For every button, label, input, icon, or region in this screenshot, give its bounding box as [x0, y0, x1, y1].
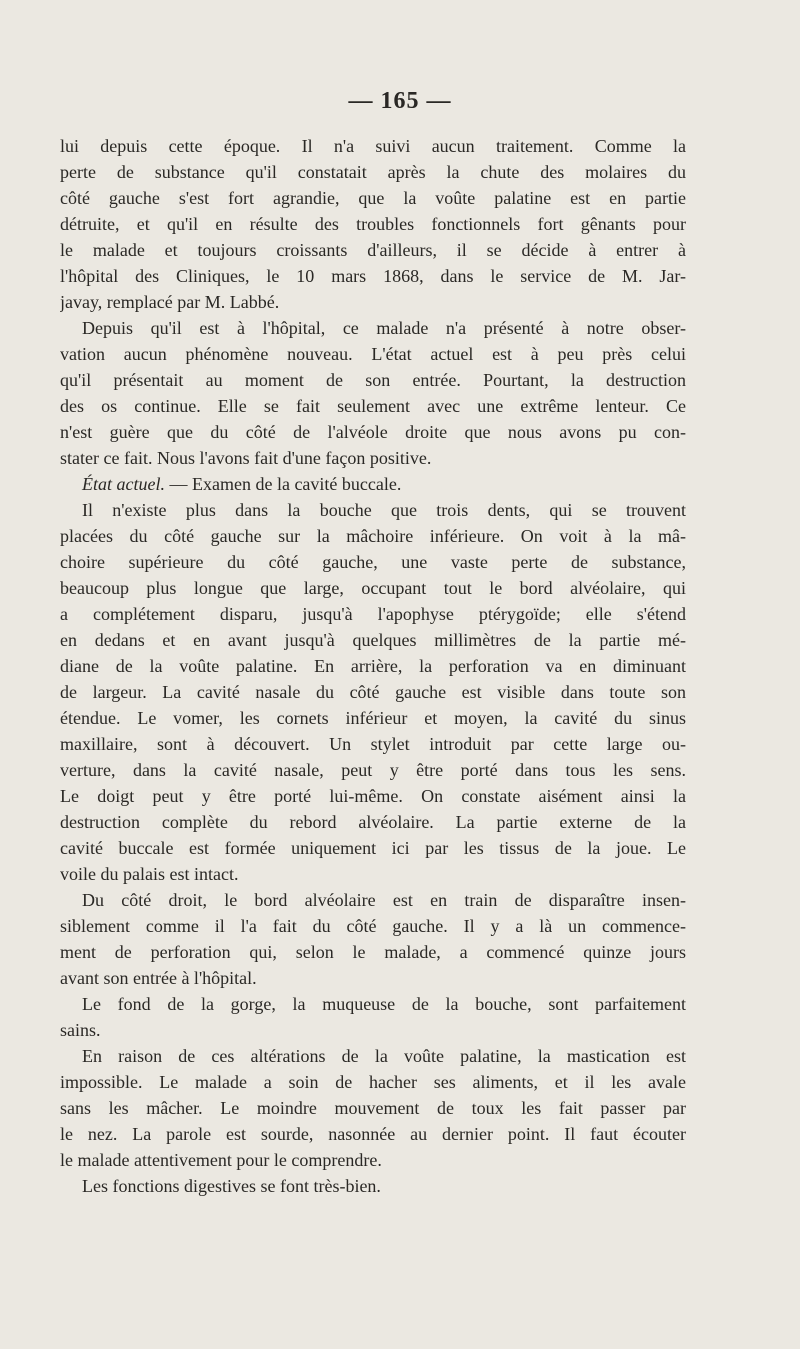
text-line: perte de substance qu'il constatait après la chute des molaires du [60, 162, 686, 182]
text-line: de largeur. La cavité nasale du côté gauche est visible dans toute son [60, 682, 686, 702]
text-line: ment de perforation qui, selon le malade, a commencé quinze jours [60, 942, 686, 962]
text-line: des os continue. Elle se fait seulement avec une extrême lenteur. Ce [60, 396, 686, 416]
text-line: en dedans et en avant jusqu'à quelques millimètres de la partie mé- [60, 630, 686, 650]
text-line: l'hôpital des Cliniques, le 10 mars 1868, dans le service de M. Jar- [60, 266, 686, 286]
text-line: Depuis qu'il est à l'hôpital, ce malade n'a présenté à notre obser- [82, 318, 686, 338]
text-line: diane de la voûte palatine. En arrière, la perforation va en diminuant [60, 656, 686, 676]
text-line: vation aucun phénomène nouveau. L'état actuel est à peu près celui [60, 344, 686, 364]
text-line: le malade attentivement pour le comprendre. [60, 1150, 382, 1170]
text-line: voile du palais est intact. [60, 864, 239, 884]
text-line: javay, remplacé par M. Labbé. [60, 292, 280, 312]
section-heading-text: — Examen de la cavité buccale. [169, 474, 402, 494]
text-line: siblement comme il l'a fait du côté gauche. Il y a là un commence- [60, 916, 686, 936]
text-line: impossible. Le malade a soin de hacher ses aliments, et il les avale [60, 1072, 686, 1092]
text-line: a complétement disparu, jusqu'à l'apophyse ptérygoïde; elle s'étend [60, 604, 686, 624]
text-line: le nez. La parole est sourde, nasonnée au dernier point. Il faut écouter [60, 1124, 686, 1144]
text-line: étendue. Le vomer, les cornets inférieur et moyen, la cavité du sinus [60, 708, 686, 728]
text-line: détruite, et qu'il en résulte des troubles fonctionnels fort gênants pour [60, 214, 686, 234]
text-line: côté gauche s'est fort agrandie, que la voûte palatine est en partie [60, 188, 686, 208]
text-line: stater ce fait. Nous l'avons fait d'une façon positive. [60, 448, 432, 468]
text-line: choire supérieure du côté gauche, une vaste perte de substance, [60, 552, 686, 572]
text-line: Il n'existe plus dans la bouche que trois dents, qui se trouvent [82, 500, 686, 520]
text-line: beaucoup plus longue que large, occupant tout le bord alvéolaire, qui [60, 578, 686, 598]
text-line: Le doigt peut y être porté lui-même. On constate aisément ainsi la [60, 786, 686, 806]
text-line: sains. [60, 1020, 101, 1040]
text-line: Les fonctions digestives se font très-bien. [82, 1176, 381, 1196]
text-line: placées du côté gauche sur la mâchoire inférieure. On voit à la mâ- [60, 526, 686, 546]
page-number: — 165 — [348, 88, 452, 114]
text-line: cavité buccale est formée uniquement ici par les tissus de la joue. Le [60, 838, 686, 858]
text-line: le malade et toujours croissants d'ailleurs, il se décide à entrer à [60, 240, 686, 260]
text-line: maxillaire, sont à découvert. Un stylet introduit par cette large ou- [60, 734, 686, 754]
text-line: sans les mâcher. Le moindre mouvement de toux les fait passer par [60, 1098, 686, 1118]
text-line: qu'il présentait au moment de son entrée. Pourtant, la destruction [60, 370, 686, 390]
text-line: avant son entrée à l'hôpital. [60, 968, 257, 988]
text-line: Le fond de la gorge, la muqueuse de la bouche, sont parfaitement [82, 994, 686, 1014]
text-line: verture, dans la cavité nasale, peut y être porté dans tous les sens. [60, 760, 686, 780]
section-heading-line [60, 471, 686, 497]
text-line: lui depuis cette époque. Il n'a suivi aucun traitement. Comme la [60, 136, 686, 156]
text-line: destruction complète du rebord alvéolaire. La partie externe de la [60, 812, 686, 832]
text-line: n'est guère que du côté de l'alvéole droite que nous avons pu con- [60, 422, 686, 442]
text-line: En raison de ces altérations de la voûte palatine, la mastication est [82, 1046, 686, 1066]
body-text [60, 133, 686, 1199]
etat-actuel-label: État actuel. [82, 474, 165, 494]
text-line: Du côté droit, le bord alvéolaire est en train de disparaître insen- [82, 890, 686, 910]
